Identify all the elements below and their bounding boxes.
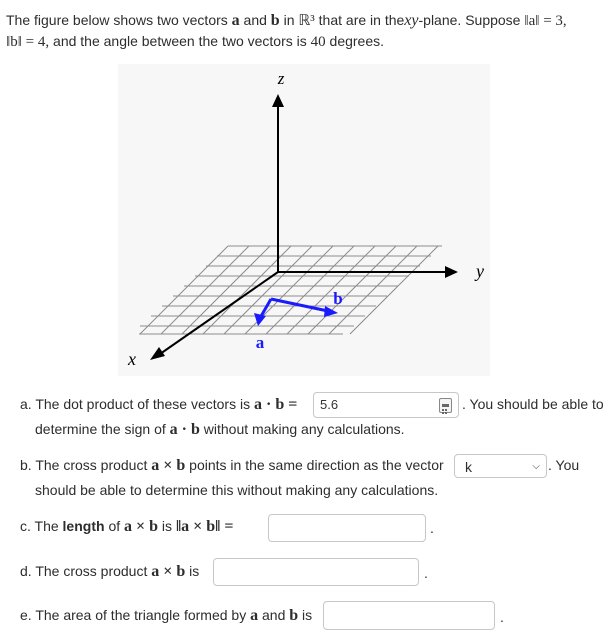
question-b-line-1 xyxy=(20,455,444,476)
intro-text: in xyxy=(283,12,295,28)
question-c-prefix: c. The xyxy=(20,518,59,534)
intro-text: The figure below shows two vectors xyxy=(6,12,228,28)
question-a-text: determine the sign of xyxy=(35,421,166,437)
question-a-prefix: a. The dot product of these vectors is xyxy=(20,396,251,412)
question-e-line xyxy=(20,605,312,626)
question-a-suffix: . You should be able to xyxy=(462,396,604,412)
dot-product-input[interactable] xyxy=(313,392,459,418)
question-e-suffix: . xyxy=(500,609,504,625)
intro-text: and xyxy=(243,12,267,28)
intro-text: and the angle between the two vectors is xyxy=(53,33,307,49)
cross-length-input[interactable] xyxy=(268,514,426,542)
norm-a-expr: ‖a‖ = 3, xyxy=(524,13,567,29)
question-e-prefix: e. The area of the triangle formed by xyxy=(20,607,247,623)
problem-intro xyxy=(6,10,606,52)
question-d-text: is xyxy=(189,563,200,579)
question-b-line-2: should be able to determine this without making any calculations. xyxy=(35,482,439,498)
vector-a-symbol: a xyxy=(231,12,240,29)
y-axis-arrowhead xyxy=(445,266,458,278)
question-d-prefix: d. The cross product xyxy=(20,563,148,579)
answer-preview-icon[interactable] xyxy=(439,398,452,413)
question-e-text: and xyxy=(262,607,286,623)
vector-a-symbol: a xyxy=(250,607,259,624)
question-a-line-2 xyxy=(35,419,405,440)
vector-figure xyxy=(118,64,490,376)
question-d-line xyxy=(20,561,199,582)
question-a-line-1 xyxy=(20,394,297,415)
cross-norm-expr: ‖a × b‖ = xyxy=(175,518,234,535)
x-axis-arrowhead xyxy=(150,347,165,360)
cross-product-expr: a × b xyxy=(124,518,159,535)
question-a-text: without making any calculations. xyxy=(203,421,405,437)
intro-text: that are in the xyxy=(318,12,405,28)
direction-select[interactable] xyxy=(454,454,547,478)
intro-line-2 xyxy=(6,31,606,52)
intro-text: -plane. Suppose xyxy=(418,12,521,28)
vector-b-symbol: b xyxy=(289,607,299,624)
cross-product-expr: a × b xyxy=(151,563,186,580)
direction-selected-value: k xyxy=(465,459,472,475)
norm-b-expr: ‖b‖ = 4, xyxy=(6,34,50,50)
question-c-text: is xyxy=(161,518,173,534)
cross-product-input[interactable] xyxy=(213,558,419,586)
intro-text: degrees. xyxy=(329,33,385,49)
xy-grid xyxy=(139,246,442,334)
calculator-icon xyxy=(440,402,451,415)
dot-product-value: 5.6 xyxy=(320,397,339,412)
figure-svg xyxy=(118,64,490,376)
triangle-area-input[interactable] xyxy=(323,601,495,630)
question-b-suffix: . You xyxy=(548,457,580,473)
z-axis-label: z xyxy=(277,69,285,88)
angle-value: 40 xyxy=(310,34,326,50)
y-axis-label: y xyxy=(476,261,484,281)
z-axis-arrowhead xyxy=(272,94,284,107)
chevron-down-icon: ⌵ xyxy=(532,461,540,472)
x-axis-label: x xyxy=(128,349,136,369)
question-c-suffix: . xyxy=(430,520,434,536)
question-c-line xyxy=(20,516,233,537)
question-d-suffix: . xyxy=(424,565,428,581)
vector-b-label: b xyxy=(333,289,343,308)
question-b-text: points in the same direction as the vector xyxy=(189,457,444,473)
question-b-prefix: b. The cross product xyxy=(20,457,148,473)
dot-product-expr-2: a · b xyxy=(169,421,200,438)
r3-symbol: ℝ³ xyxy=(298,13,315,29)
cross-product-expr: a × b xyxy=(151,457,186,474)
intro-line-1 xyxy=(6,10,606,31)
vector-b-symbol: b xyxy=(270,12,280,29)
dot-product-expr: a · b = xyxy=(253,396,298,413)
question-e-text: is xyxy=(302,607,313,623)
length-word: length xyxy=(62,518,105,534)
vector-a-label: a xyxy=(255,333,265,352)
question-c-text: of xyxy=(108,518,121,534)
xy-symbol: xy xyxy=(404,12,419,29)
